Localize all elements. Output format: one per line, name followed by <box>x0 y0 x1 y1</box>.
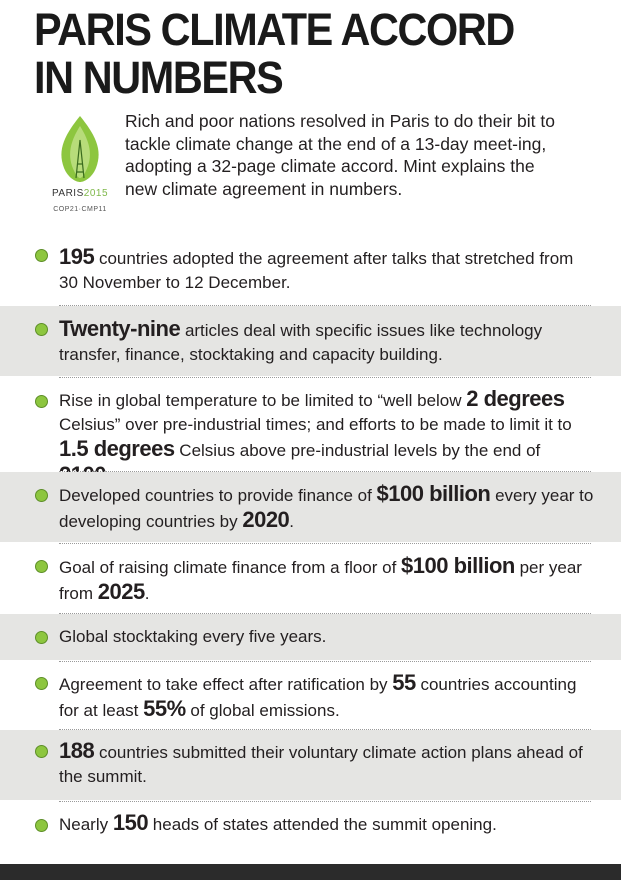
fact-item-3 <box>0 378 621 470</box>
bullet-icon <box>35 560 48 573</box>
bullet-icon <box>35 677 48 690</box>
fact-item-1 <box>0 236 621 304</box>
logo-year: 2015 <box>83 188 109 199</box>
logo-title <box>40 188 120 199</box>
bullet-icon <box>35 631 48 644</box>
fact-text: Twenty-nine articles deal with specific issues like technology transfer, finance, stocktaking and capacity building. <box>59 316 543 364</box>
bullet-icon <box>35 819 48 832</box>
fact-item-2 <box>0 306 621 376</box>
cop21-logo <box>40 112 120 222</box>
fact-item-7 <box>0 662 621 728</box>
highlight-number: 1.5 degrees <box>59 436 175 461</box>
title-line-1: PARIS CLIMATE ACCORD <box>34 4 514 55</box>
bullet-icon <box>35 489 48 502</box>
logo-name: PARIS <box>51 188 84 199</box>
fact-text: 195 countries adopted the agreement after talks that stretched from 30 November to 12 December. <box>59 244 574 292</box>
fact-item-4 <box>0 472 621 542</box>
logo-subtitle: COP21·CMP11 <box>53 206 107 213</box>
fact-text: Goal of raising climate finance from a floor of $100 billion per year from 2025. <box>59 553 582 604</box>
fact-item-6 <box>0 614 621 660</box>
page-title <box>34 6 514 102</box>
intro-paragraph: Rich and poor nations resolved in Paris to do their bit to tackle climate change at the end of a 13-day meet-ing, adopting a 32-page climate accord. Mint explains the new climate agreement in numbers. <box>125 111 555 199</box>
fact-item-5 <box>0 544 621 612</box>
highlight-number: 188 <box>59 738 95 763</box>
bullet-icon <box>35 249 48 262</box>
bullet-icon <box>35 323 48 336</box>
highlight-number: 55 <box>392 670 416 695</box>
highlight-number: $100 billion <box>401 553 515 578</box>
highlight-number: 2020 <box>242 507 290 532</box>
fact-text: Global stocktaking every five years. <box>59 627 327 646</box>
fact-item-9 <box>0 802 621 852</box>
highlight-number: 2025 <box>97 579 145 604</box>
highlight-number: 150 <box>112 810 149 835</box>
fact-text: Nearly 150 heads of states attended the summit opening. <box>59 810 497 835</box>
highlight-number: 2 degrees <box>466 386 565 411</box>
footer-bar <box>0 864 621 880</box>
bullet-icon <box>35 745 48 758</box>
fact-text: Developed countries to provide finance of $100 billion every year to developing countries by 2020. <box>59 481 594 532</box>
bullet-icon <box>35 395 48 408</box>
title-line-2: IN NUMBERS <box>34 52 283 103</box>
fact-text: Agreement to take effect after ratification by 55 countries accounting for at least 55% of global emissions. <box>59 670 577 721</box>
fact-text: 188 countries submitted their voluntary climate action plans ahead of the summit. <box>59 738 583 786</box>
highlight-number: Twenty-nine <box>59 316 181 341</box>
highlight-number: 55% <box>143 696 186 721</box>
highlight-number: 195 <box>59 244 95 269</box>
fact-text: Rise in global temperature to be limited to “well below 2 degrees Celsius” over pre-industrial times; and efforts to be made to limit it to 1.5 degrees Celsius above pre-industrial levels by the end of <box>59 387 595 489</box>
fact-item-8 <box>0 730 621 800</box>
leaf-eiffel-icon <box>40 112 120 188</box>
highlight-number: $100 billion <box>376 481 491 506</box>
